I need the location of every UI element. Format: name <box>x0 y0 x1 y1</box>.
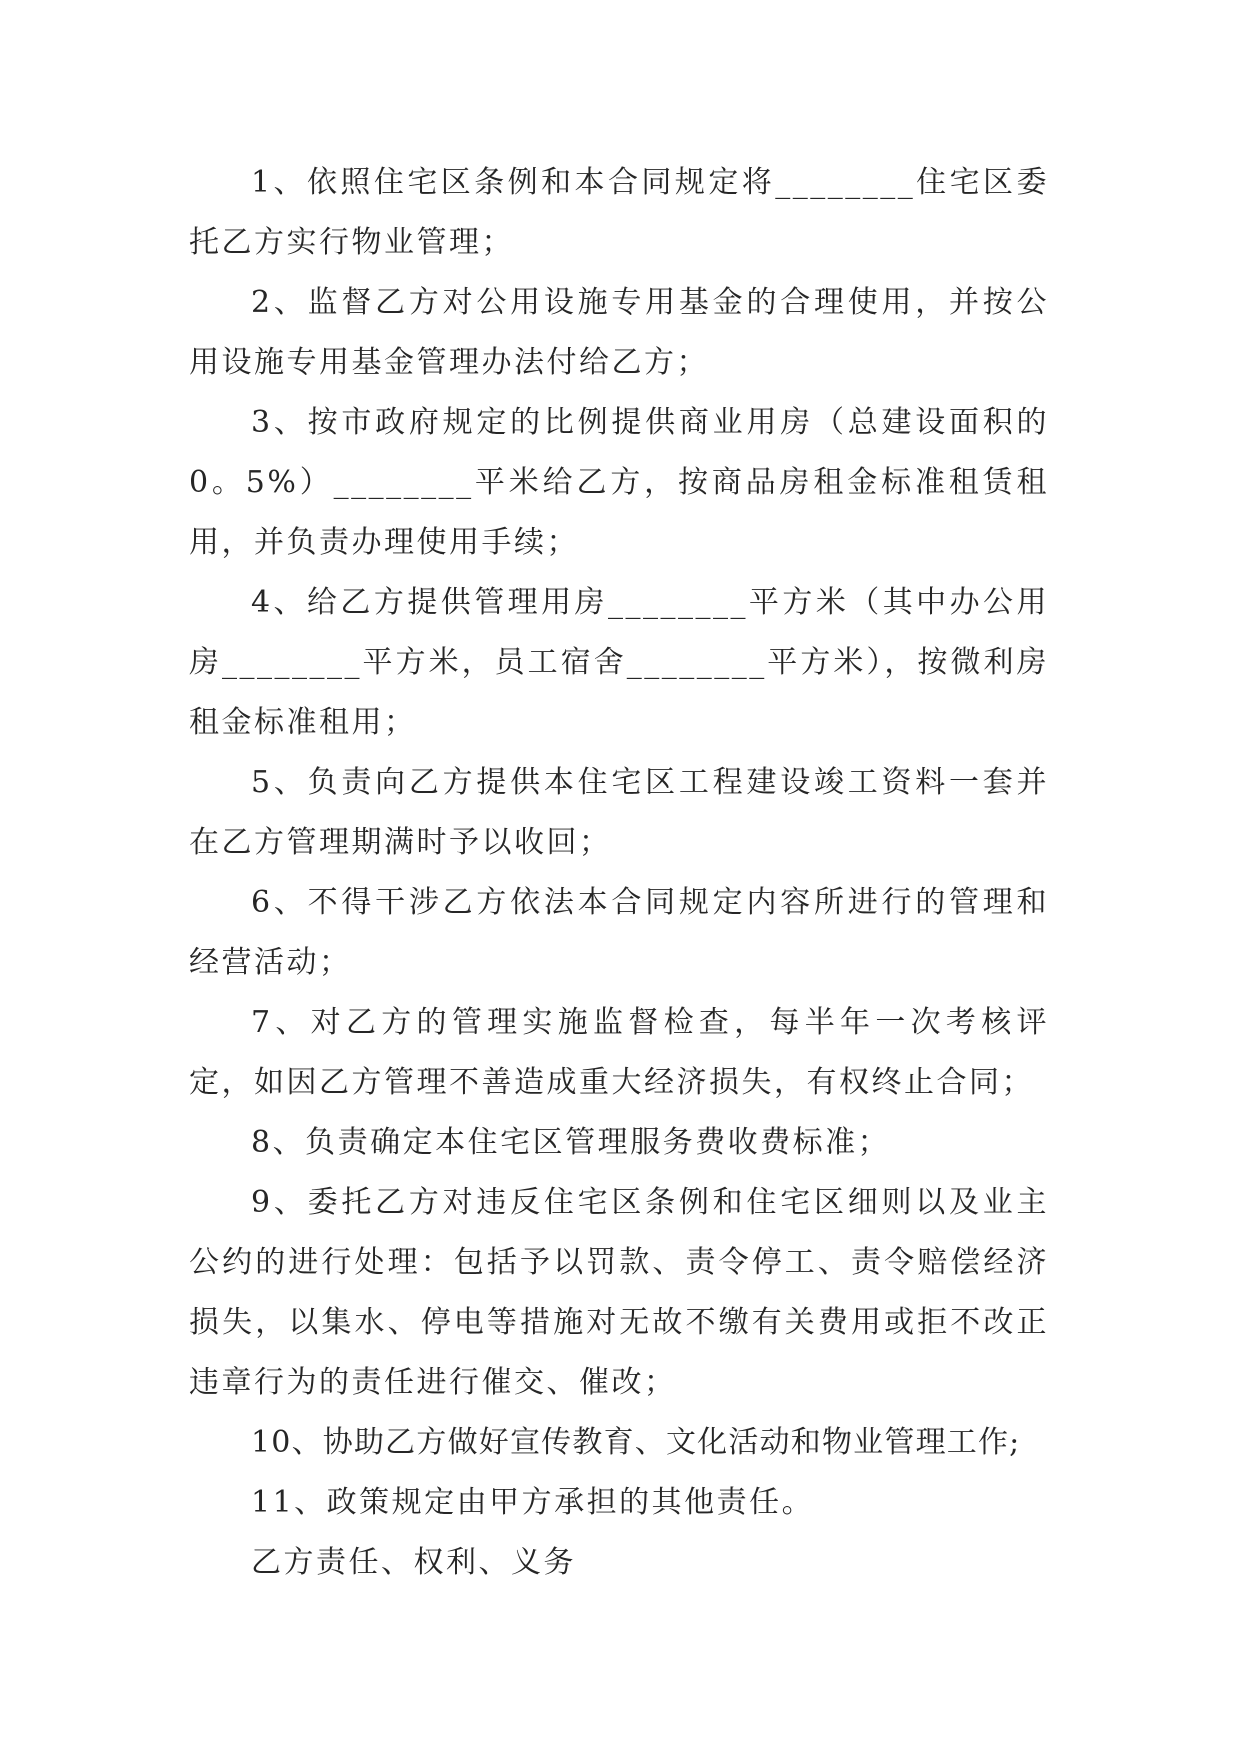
paragraph-item-2: 2、监督乙方对公用设施专用基金的合理使用，并按公用设施专用基金管理办法付给乙方； <box>189 285 1049 380</box>
paragraph-item-9: 9、委托乙方对违反住宅区条例和住宅区细则以及业主公约的进行处理：包括予以罚款、责令停工、责令赔偿经济损失，以集水、停电等措施对无故不缴有关费用或拒不改正违章行为的责任进行催交、催改； <box>189 1185 1049 1400</box>
paragraph-item-1: 1、依照住宅区条例和本合同规定将________住宅区委托乙方实行物业管理； <box>189 165 1049 260</box>
section-heading: 乙方责任、权利、义务 <box>251 1545 576 1580</box>
paragraph-item-6: 6、不得干涉乙方依法本合同规定内容所进行的管理和经营活动； <box>189 885 1049 980</box>
paragraph-item-11: 11、政策规定由甲方承担的其他责任。 <box>251 1485 815 1520</box>
paragraph-item-7: 7、对乙方的管理实施监督检查，每半年一次考核评定，如因乙方管理不善造成重大经济损失，有权终止合同； <box>189 1005 1049 1100</box>
paragraph-item-4: 4、给乙方提供管理用房________平方米（其中办公用房________平方米，员工宿舍________平方米），按微利房租金标准租用； <box>189 585 1049 740</box>
paragraph-item-10: 10、协助乙方做好宣传教育、文化活动和物业管理工作; <box>251 1425 1021 1460</box>
document-body <box>189 153 1049 1593</box>
paragraph-item-8: 8、负责确定本住宅区管理服务费收费标准； <box>251 1125 891 1160</box>
paragraph-item-5: 5、负责向乙方提供本住宅区工程建设竣工资料一套并在乙方管理期满时予以收回； <box>189 765 1049 860</box>
paragraph-item-3: 3、按市政府规定的比例提供商业用房（总建设面积的0。5%）________平米给乙方，按商品房租金标准租赁租用，并负责办理使用手续； <box>189 405 1049 560</box>
